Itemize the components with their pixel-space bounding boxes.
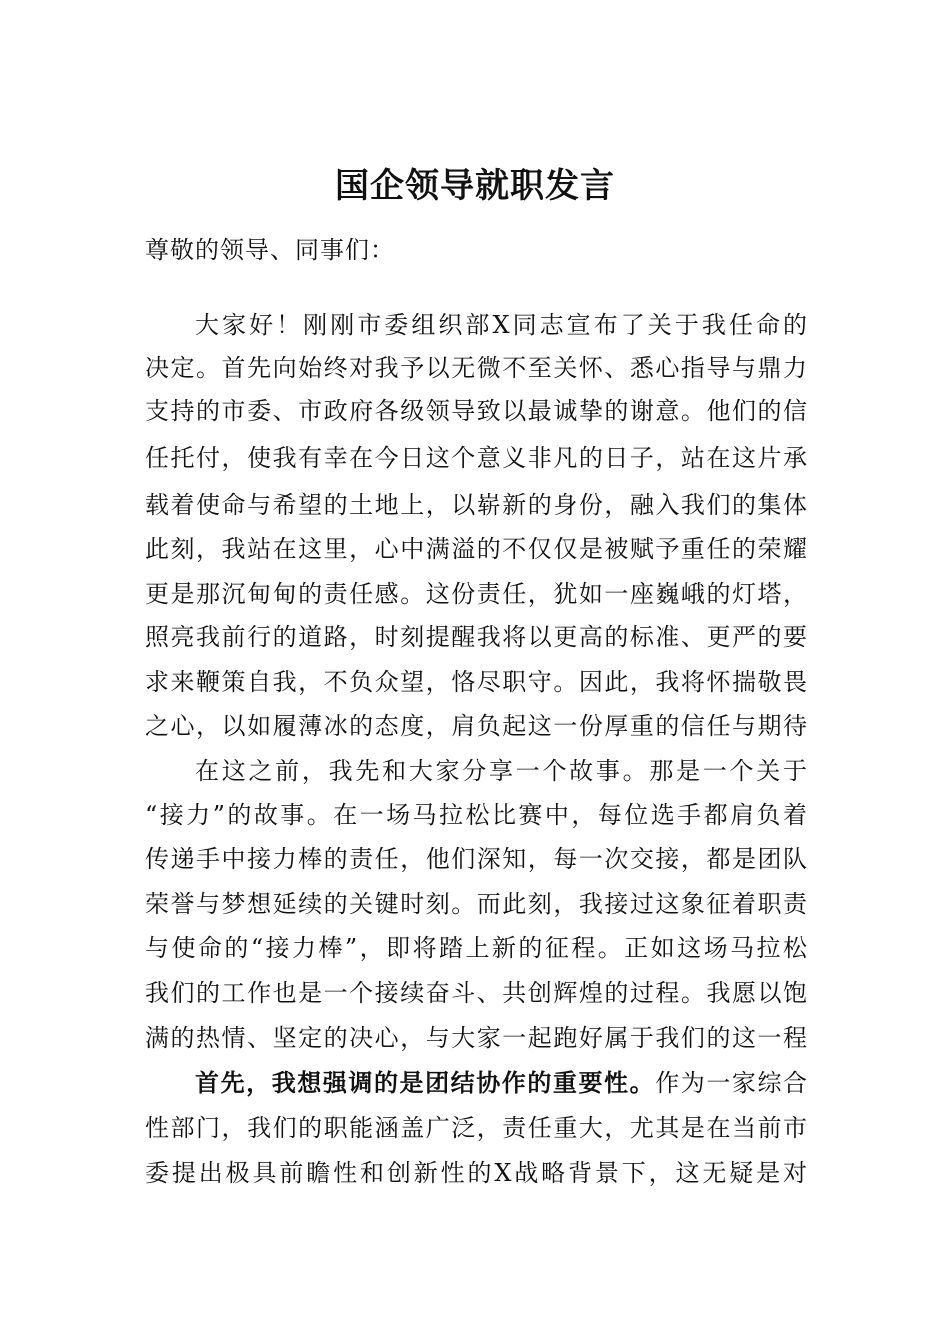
document-title: 国企领导就职发言 (335, 166, 615, 206)
paragraph-3-bold-lead: 首先，我想强调的是团结协作的重要性。 (195, 1068, 656, 1097)
paragraph-1-line-4: 任托付，使我有幸在今日这个意义非凡的日子，站在这片承 (145, 444, 807, 472)
paragraph-3-line-3: 委提出极具前瞻性和创新性的X战略背景下，这无疑是对 (145, 1159, 807, 1187)
paragraph-1-line-7: 更是那沉甸甸的责任感。这份责任，犹如一座巍峨的灯塔， (145, 580, 807, 608)
paragraph-1-line-10: 之心，以如履薄冰的态度，肩负起这一份厚重的信任与期待 (145, 712, 807, 740)
paragraph-1-line-6: 此刻，我站在这里，心中满溢的不仅仅是被赋予重任的荣耀 (145, 535, 807, 563)
salutation: 尊敬的领导、同事们： (145, 236, 395, 264)
paragraph-2-line-5: 与使命的“接力棒”，即将踏上新的征程。正如这场马拉松 (145, 934, 807, 962)
paragraph-2-line-4: 荣誉与梦想延续的关键时刻。而此刻，我接过这象征着职责 (145, 890, 807, 918)
paragraph-2-line-1: 在这之前，我先和大家分享一个故事。那是一个关于 (195, 757, 807, 785)
paragraph-2-line-3: 传递手中接力棒的责任，他们深知，每一次交接，都是团队 (145, 845, 807, 873)
paragraph-3-lead-rest: 作为一家综合 (655, 1069, 808, 1097)
paragraph-1-line-8: 照亮我前行的道路，时刻提醒我将以更高的标准、更严的要 (145, 623, 807, 651)
paragraph-3-line-2: 性部门，我们的职能涵盖广泛，责任重大，尤其是在当前市 (145, 1114, 807, 1142)
paragraph-1-line-2: 决定。首先向始终对我予以无微不至关怀、悉心指导与鼎力 (145, 354, 807, 382)
paragraph-2-line-2: “接力”的故事。在一场马拉松比赛中，每位选手都肩负着 (145, 801, 807, 829)
paragraph-1-line-3: 支持的市委、市政府各级领导致以最诚挚的谢意。他们的信 (145, 397, 807, 425)
paragraph-2-line-7: 满的热情、坚定的决心，与大家一起跑好属于我们的这一程 (145, 1024, 807, 1052)
paragraph-1-line-1: 大家好！刚刚市委组织部X同志宣布了关于我任命的 (195, 311, 807, 339)
paragraph-1-line-9: 求来鞭策自我，不负众望，恪尽职守。因此，我将怀揣敬畏 (145, 668, 807, 696)
paragraph-2-line-6: 我们的工作也是一个接续奋斗、共创辉煌的过程。我愿以饱 (145, 979, 807, 1007)
paragraph-1-line-5: 载着使命与希望的土地上，以崭新的身份，融入我们的集体 (145, 491, 807, 519)
